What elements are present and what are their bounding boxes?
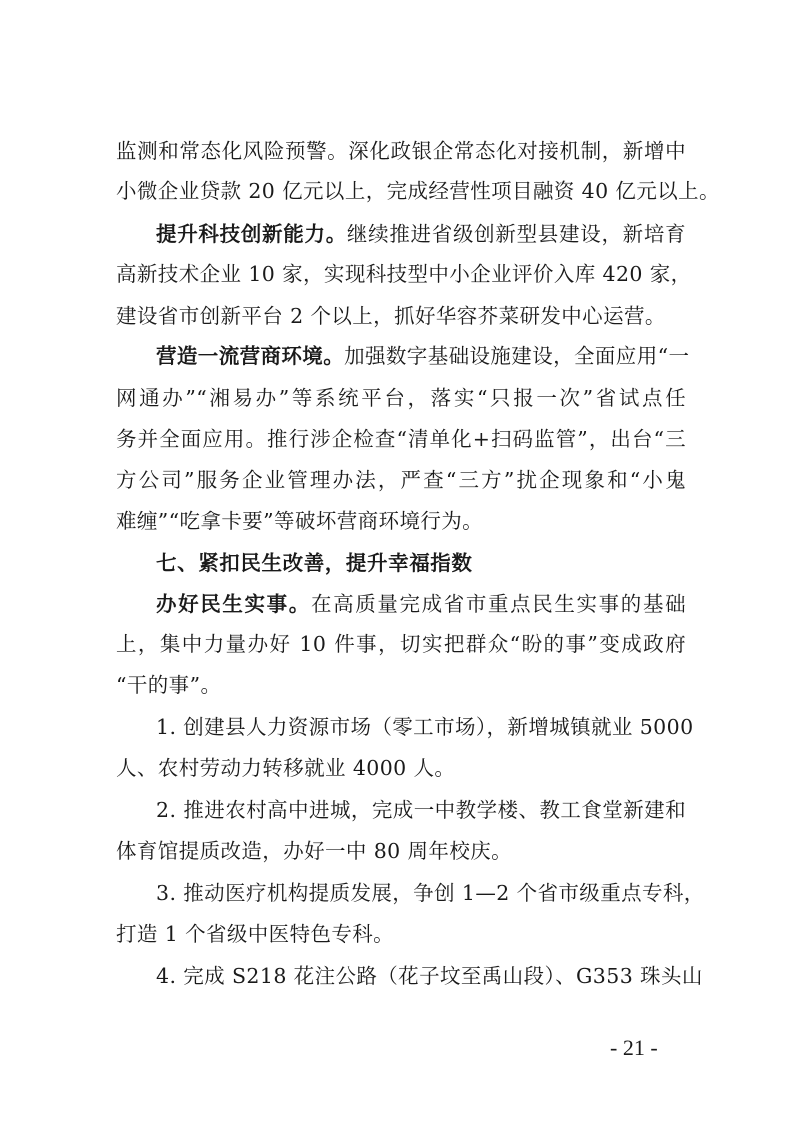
paragraph-1-line-2: 小微企业贷款 20 亿元以上，完成经营性项目融资 40 亿元以上。 <box>116 179 720 203</box>
paragraph-3-line-5: 难缠”“吃拿卡要”等破坏营商环境行为。 <box>116 509 484 533</box>
list-item-2-line-1: 2. 推进农村高中进城，完成一中教学楼、教工食堂新建和 <box>156 798 686 822</box>
list-item-2-line-2: 体育馆提质改造，办好一中 80 周年校庆。 <box>116 839 513 863</box>
paragraph-3-first-line <box>156 340 690 372</box>
paragraph-4-first-line-text: 在高质量完成省市重点民生实事的基础 <box>310 592 686 616</box>
page-number: - 21 - <box>610 1035 658 1060</box>
list-item-3-line-2: 打造 1 个省级中医特色专科。 <box>116 922 395 946</box>
list-item-1-line-2: 人、农村劳动力转移就业 4000 人。 <box>116 756 456 780</box>
paragraph-2-line-2: 高新技术企业 10 家，实现科技型中小企业评价入库 420 家， <box>116 262 692 286</box>
paragraph-3-line-3: 务并全面应用。推行涉企检查“清单化+扫码监管”，出台“三 <box>116 427 686 451</box>
paragraph-4-line-2: 上，集中力量办好 10 件事，切实把群众“盼的事”变成政府 <box>116 632 686 656</box>
paragraph-4-lead: 办好民生实事。 <box>156 592 311 616</box>
paragraph-2-line-3: 建设省市创新平台 2 个以上，抓好华容芥菜研发中心运营。 <box>116 304 666 328</box>
paragraph-2-lead: 提升科技创新能力。 <box>156 222 347 246</box>
paragraph-4-first-line <box>156 588 686 620</box>
list-item-3-line-1: 3. 推动医疗机构提质发展，争创 1—2 个省市级重点专科， <box>156 881 705 905</box>
section-heading-7: 七、紧扣民生改善，提升幸福指数 <box>156 551 473 575</box>
paragraph-3-first-line-text: 加强数字基础设施建设，全面应用“一 <box>344 344 690 368</box>
list-item-1-line-1: 1. 创建县人力资源市场（零工市场），新增城镇就业 5000 <box>156 715 694 739</box>
paragraph-3-lead: 营造一流营商环境。 <box>156 344 345 368</box>
list-item-4-line-1: 4. 完成 S218 花注公路（花子坟至禹山段）、G353 珠头山 <box>156 964 703 988</box>
paragraph-2-first-line <box>156 218 686 250</box>
paragraph-4-line-3: “干的事”。 <box>116 673 222 697</box>
paragraph-3-line-2: 网通办”“湘易办”等系统平台，落实“只报一次”省试点任 <box>116 386 686 410</box>
paragraph-3-line-4: 方公司”服务企业管理办法，严查“三方”扰企现象和“小鬼 <box>116 468 686 492</box>
paragraph-2-first-line-text: 继续推进省级创新型县建设，新培育 <box>346 222 686 246</box>
paragraph-1-line-1: 监测和常态化风险预警。深化政银企常态化对接机制，新增中 <box>116 139 686 163</box>
